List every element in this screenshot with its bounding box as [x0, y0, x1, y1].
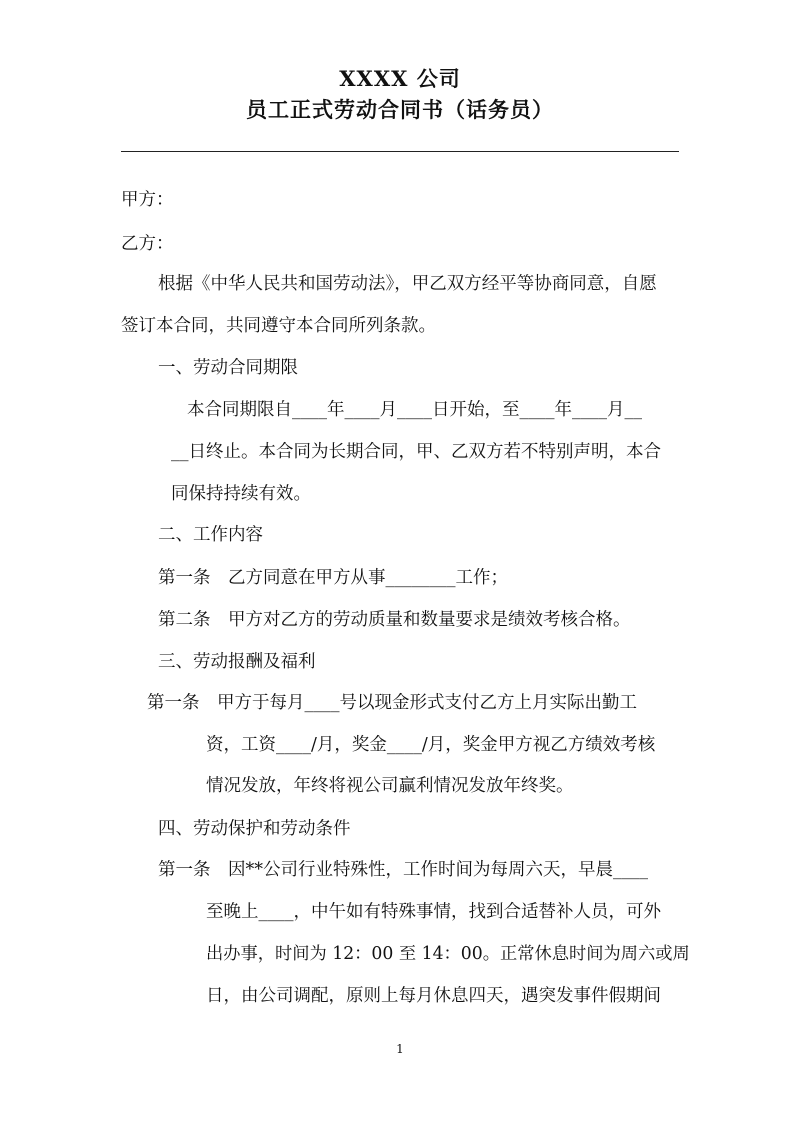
section-3-heading: 三、劳动报酬及福利: [158, 652, 316, 672]
title-divider: [121, 151, 679, 152]
preamble-line-2: 签订本合同，共同遵守本合同所列条款。: [121, 316, 436, 336]
preamble-line-1: 根据《中华人民共和国劳动法》，甲乙双方经平等协商同意，自愿: [158, 274, 657, 294]
section-3-clause-1-line-2: 资，工资____/月，奖金____/月，奖金甲方视乙方绩效考核: [206, 735, 656, 755]
section-2-heading: 二、工作内容: [158, 525, 263, 545]
section-4-clause-1-line-3: 出办事，时间为 12：00 至 14：00。正常休息时间为周六或周: [206, 944, 690, 964]
section-4-clause-1-line-2: 至晚上____，中午如有特殊事情，找到合适替补人员，可外: [206, 902, 661, 922]
company-name: XXXX 公司: [339, 66, 461, 91]
section-1-line-3: 同保持持续有效。: [171, 484, 311, 504]
section-3-clause-1-line-3: 情况发放，年终将视公司赢利情况发放年终奖。: [206, 776, 574, 796]
party-a-label: 甲方：: [121, 190, 174, 210]
section-4-clause-1-line-1: 第一条 因**公司行业特殊性，工作时间为每周六天，早晨____: [158, 860, 648, 880]
section-1-heading: 一、劳动合同期限: [158, 358, 298, 378]
section-2-clause-2: 第二条 甲方对乙方的劳动质量和数量要求是绩效考核合格。: [158, 610, 631, 630]
party-b-label: 乙方：: [121, 234, 174, 254]
page-number: 1: [396, 1042, 404, 1056]
section-4-clause-1-line-4: 日，由公司调配，原则上每月休息四天，遇突发事件假期间: [206, 986, 661, 1006]
section-3-clause-1-line-1: 第一条 甲方于每月____号以现金形式支付乙方上月实际出勤工: [147, 693, 637, 713]
section-1-line-1: 本合同期限自____年____月____日开始，至____年____月__: [187, 400, 642, 420]
section-4-heading: 四、劳动保护和劳动条件: [158, 819, 351, 839]
document-title: 员工正式劳动合同书（话务员）: [246, 97, 554, 122]
section-2-clause-1: 第一条 乙方同意在甲方从事________工作；: [158, 568, 508, 588]
section-1-line-2: __日终止。本合同为长期合同，甲、乙双方若不特别声明，本合: [171, 442, 661, 462]
